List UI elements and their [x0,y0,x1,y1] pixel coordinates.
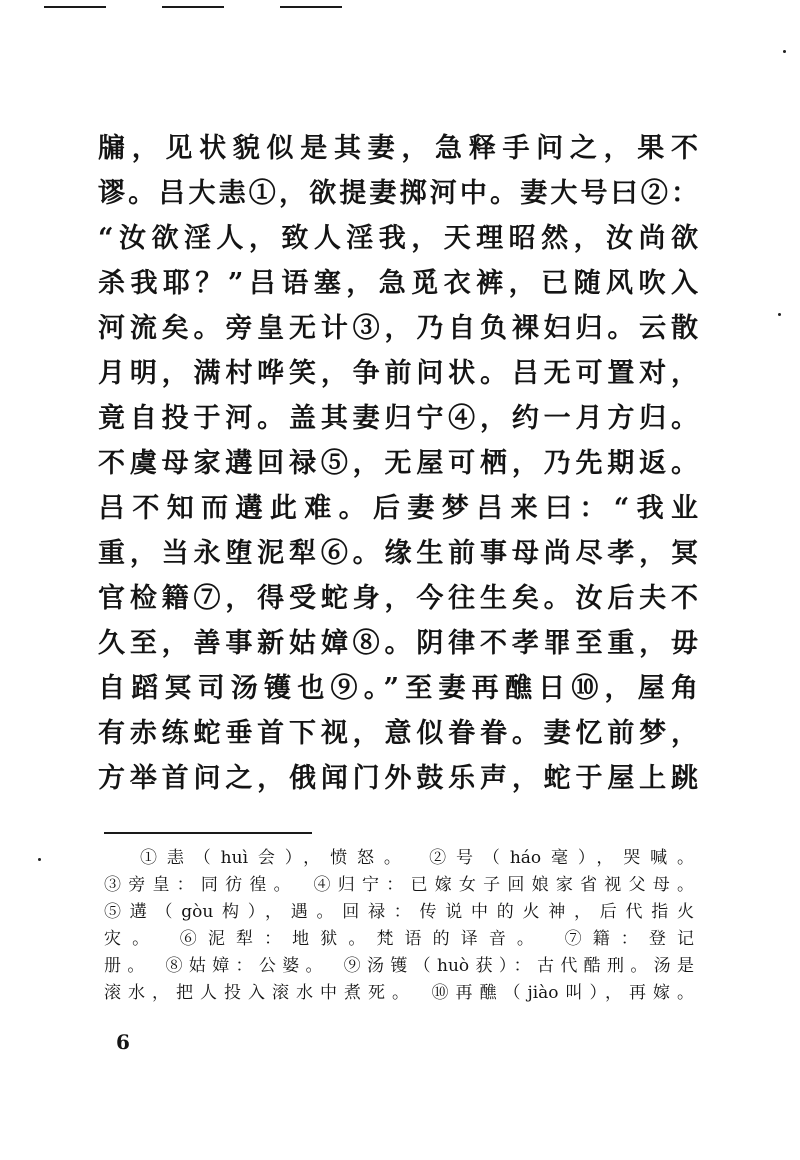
scan-speck [778,313,781,316]
scan-speck [783,50,786,53]
footnote-line: ③旁皇：同彷徨。 ④归宁：已嫁女子回娘家省视父母。 [104,875,694,895]
footnote-line: 册。 ⑧姑嫜：公婆。 ⑨汤镬（huò获）：古代酷刑。汤是 [104,956,694,976]
text-line: “汝欲淫人，致人淫我，天理昭然，汝尚欲 [98,223,698,254]
text-line: 河流矣。旁皇无计③，乃自负裸妇归。云散 [98,313,698,344]
page-number: 6 [116,1030,130,1054]
text-line: 谬。吕大恚①，欲提妻掷河中。妻大号曰②： [98,178,698,209]
text-line: 杀我耶？”吕语塞，急觅衣裤，已随风吹入 [98,268,698,299]
top-rule-left [44,6,106,8]
footnote-divider [104,832,312,834]
footnote-line: 灾。 ⑥泥犁：地狱。梵语的译音。 ⑦籍：登记 [104,929,694,949]
text-line: 吕不知而遘此难。后妻梦吕来曰：“我业 [98,493,698,524]
text-line: 官检籍⑦，得受蛇身，今往生矣。汝后夫不 [98,583,698,614]
text-line: 重，当永堕泥犁⑥。缘生前事母尚尽孝，冥 [98,538,698,569]
text-line: 月明，满村哗笑，争前问状。吕无可置对， [98,358,698,389]
footnotes-block [104,845,694,1007]
main-text-block [98,126,698,801]
footnote-line: 滚水，把人投入滚水中煮死。 ⑩再醮（jiào叫），再嫁。 [104,983,694,1003]
text-line: 方举首问之，俄闻门外鼓乐声，蛇于屋上跳 [98,763,698,794]
footnote-line: ①恚（huì会），愤怒。 ②号（háo毫），哭喊。 [140,848,694,868]
text-line: 有赤练蛇垂首下视，意似眷眷。妻忆前梦， [98,718,698,749]
top-rule-right [280,6,342,8]
text-line: 竟自投于河。盖其妻归宁④，约一月方归。 [98,403,698,434]
footnote-line: ⑤遘（gòu构），遇。回禄：传说中的火神，后代指火 [104,902,694,922]
top-rule-middle [162,6,224,8]
text-line: 牖，见状貌似是其妻，急释手问之，果不 [98,133,698,164]
text-line: 久至，善事新姑嫜⑧。阴律不孝罪至重，毋 [98,628,698,659]
scan-speck [38,858,41,861]
text-line: 不虞母家遘回禄⑤，无屋可栖，乃先期返。 [98,448,698,479]
text-line: 自蹈冥司汤镬也⑨。”至妻再醮日⑩，屋角 [98,673,698,704]
